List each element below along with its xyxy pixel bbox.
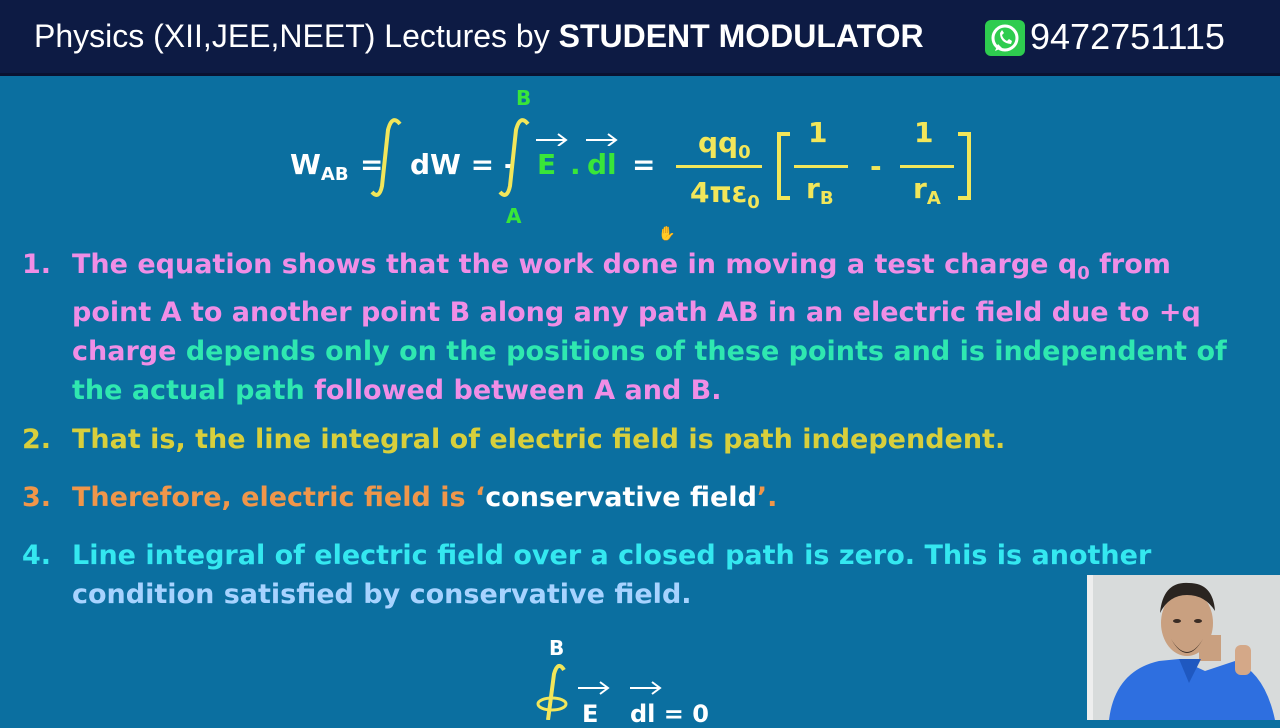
fraction-bar-b: [794, 165, 848, 168]
closed-integral-sign: [532, 662, 576, 720]
eq-equals-2: =: [632, 148, 656, 181]
point-1: [0, 245, 1260, 405]
point-text: The equation shows that the work done in moving a test charge $q_0$ from point A to another point B along any path AB in an electric field due to +q charge depends only on the positions of these points and is independent of the actual path followed between A and B.: [72, 249, 1227, 406]
point-number: 3.: [22, 482, 52, 513]
eq-dl-vector: dl: [587, 148, 617, 181]
eq-e-vector: E: [537, 148, 557, 181]
whatsapp-icon: [985, 20, 1025, 56]
eq-r-b: $r_B$: [806, 172, 834, 209]
eq-numerator: $qq_0$: [698, 126, 751, 163]
bottom-dl-zero: dl = 0: [630, 700, 709, 728]
eq-one-b: 1: [808, 116, 828, 149]
eq-w: $W_{AB}$: [290, 148, 349, 185]
hand-cursor-icon: ✋: [658, 226, 676, 242]
integral-sign-1: [370, 116, 410, 200]
presenter-webcam: [1087, 575, 1280, 720]
eq-minus: -: [870, 150, 882, 183]
eq-equals-1: =: [360, 148, 384, 181]
point-3: [0, 478, 1260, 518]
left-bracket: [774, 132, 794, 200]
eq-r-a: $r_A$: [913, 172, 941, 209]
eq-dot: .: [570, 148, 581, 181]
eq-denominator: $4\pi\varepsilon_0$: [690, 176, 760, 213]
right-bracket: [954, 132, 974, 200]
integral-lower-limit: A: [506, 204, 522, 228]
vector-arrows: [532, 130, 622, 146]
fraction-bar-a: [900, 165, 954, 168]
banner-title-prefix: Physics (XII,JEE,NEET) Lectures by: [34, 18, 559, 54]
fraction-bar: [676, 165, 762, 168]
point-text: That is, the line integral of electric field is path independent.: [72, 424, 1006, 455]
header-banner: [0, 0, 1280, 76]
banner-phone: 9472751115: [1030, 16, 1225, 57]
bottom-e-vector: E: [582, 700, 599, 728]
point-4: [0, 536, 1260, 616]
banner-title: [34, 18, 924, 55]
integral-upper-limit: B: [516, 86, 532, 110]
point-number: 2.: [22, 424, 52, 455]
point-text: Therefore, electric field is ‘conservative field’.: [72, 482, 778, 513]
eq-one-a: 1: [914, 116, 934, 149]
point-number: 1.: [22, 249, 52, 280]
point-2: [0, 420, 1260, 460]
bottom-vector-arrows: [576, 680, 666, 696]
eq-w-sub: AB: [320, 164, 349, 185]
banner-brand: STUDENT MODULATOR: [558, 18, 924, 54]
point-number: 4.: [22, 540, 52, 571]
eq-dw: dW = -: [410, 148, 516, 181]
integral-sign-2: [498, 116, 538, 200]
point-text: Line integral of electric field over a closed path is zero. This is another condition satisfied by conservative field.: [72, 540, 1152, 610]
closed-integral-upper: B: [549, 636, 565, 660]
